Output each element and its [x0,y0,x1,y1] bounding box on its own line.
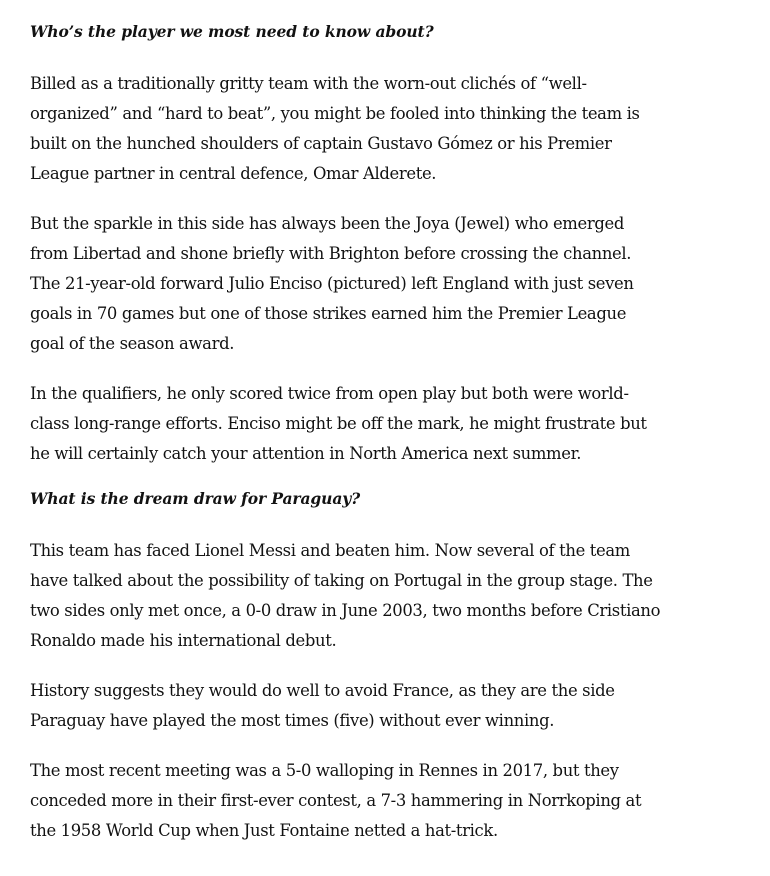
text-line: two sides only met once, a 0-0 draw in June 2003, two months before Cristiano [30,601,661,620]
text-line: class long-range efforts. Enciso might be off the mark, he might frustrate but [30,414,647,433]
text-line: This team has faced Lionel Messi and beaten him. Now several of the team [30,541,630,560]
text-line: In the qualifiers, he only scored twice from open play but both were world- [30,384,629,403]
text-line: built on the hunched shoulders of captain Gustavo Gómez or his Premier [30,134,612,153]
paragraph-team-overview [30,69,640,189]
text-line: organized” and “hard to beat”, you might be fooled into thinking the team is [30,104,640,123]
text-line: But the sparkle in this side has always been the Joya (Jewel) who emerged [30,214,624,233]
text-line: History suggests they would do well to avoid France, as they are the side [30,681,615,700]
text-line: from Libertad and shone briefly with Brighton before crossing the channel. [30,244,632,263]
section-heading-dream-draw: What is the dream draw for Paraguay? [30,489,361,508]
paragraph-france [30,676,615,736]
text-line: the 1958 World Cup when Just Fontaine netted a hat-trick. [30,821,498,840]
text-line: Billed as a traditionally gritty team with the worn-out clichés of “well- [30,74,587,93]
paragraph-qualifiers [30,379,647,469]
text-line: goal of the season award. [30,334,235,353]
text-line: League partner in central defence, Omar Alderete. [30,164,437,183]
text-line: The most recent meeting was a 5-0 walloping in Rennes in 2017, but they [30,761,619,780]
paragraph-history [30,756,641,846]
paragraph-enciso [30,209,634,359]
text-line: he will certainly catch your attention in North America next summer. [30,444,582,463]
text-line: Paraguay have played the most times (five) without ever winning. [30,711,555,730]
text-line: Ronaldo made his international debut. [30,631,337,650]
text-line: goals in 70 games but one of those strikes earned him the Premier League [30,304,627,323]
paragraph-portugal [30,536,660,656]
text-line: conceded more in their first-ever contest, a 7-3 hammering in Norrkoping at [30,791,642,810]
section-heading-key-player: Who’s the player we most need to know about? [30,22,434,41]
text-line: The 21-year-old forward Julio Enciso (pictured) left England with just seven [30,274,634,293]
text-line: have talked about the possibility of taking on Portugal in the group stage. The [30,571,653,590]
